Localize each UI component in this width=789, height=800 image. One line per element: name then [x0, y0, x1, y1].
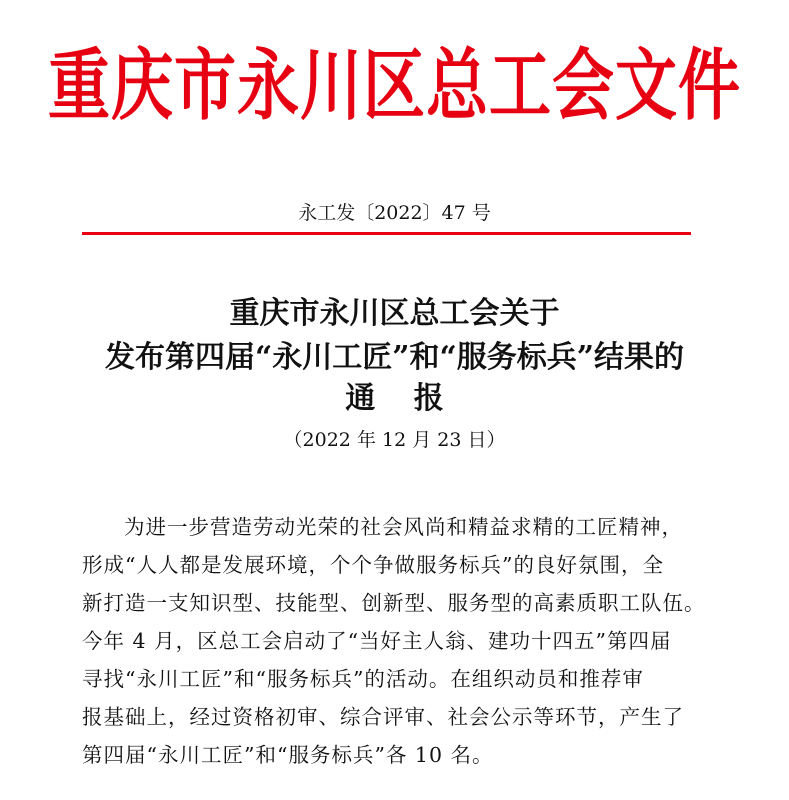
document-number: 永工发〔2022〕47 号 [298, 202, 491, 224]
body-line: 为进一步营造劳动光荣的社会风尚和精益求精的工匠精神， [124, 515, 683, 539]
notice-title-line-3: 通 报 [345, 381, 458, 416]
body-paragraph [82, 508, 704, 774]
body-line: 寻找“永川工匠”和“服务标兵”的活动。在组织动员和推荐审 [82, 667, 644, 691]
body-line: 第四届“永川工匠”和“服务标兵”各 10 名。 [82, 743, 494, 767]
body-line: 今年 4 月，区总工会启动了“当好主人翁、建功十四五”第四届 [82, 629, 672, 653]
body-line: 新打造一支知识型、技能型、创新型、服务型的高素质职工队伍。 [82, 591, 706, 615]
body-line: 报基础上，经过资格初审、综合评审、社会公示等环节，产生了 [82, 705, 684, 729]
notice-title-line-2: 发布第四届“永川工匠”和“服务标兵”结果的 [104, 340, 685, 375]
issue-date: （2022 年 12 月 23 日） [283, 429, 506, 451]
notice-title-line-1: 重庆市永川区总工会关于 [229, 296, 560, 331]
red-divider-line [82, 232, 691, 235]
body-line: 形成“人人都是发展环境，个个争做服务标兵”的良好氛围，全 [82, 553, 664, 577]
document-masthead: 重庆市永川区总工会文件 [47, 39, 741, 131]
